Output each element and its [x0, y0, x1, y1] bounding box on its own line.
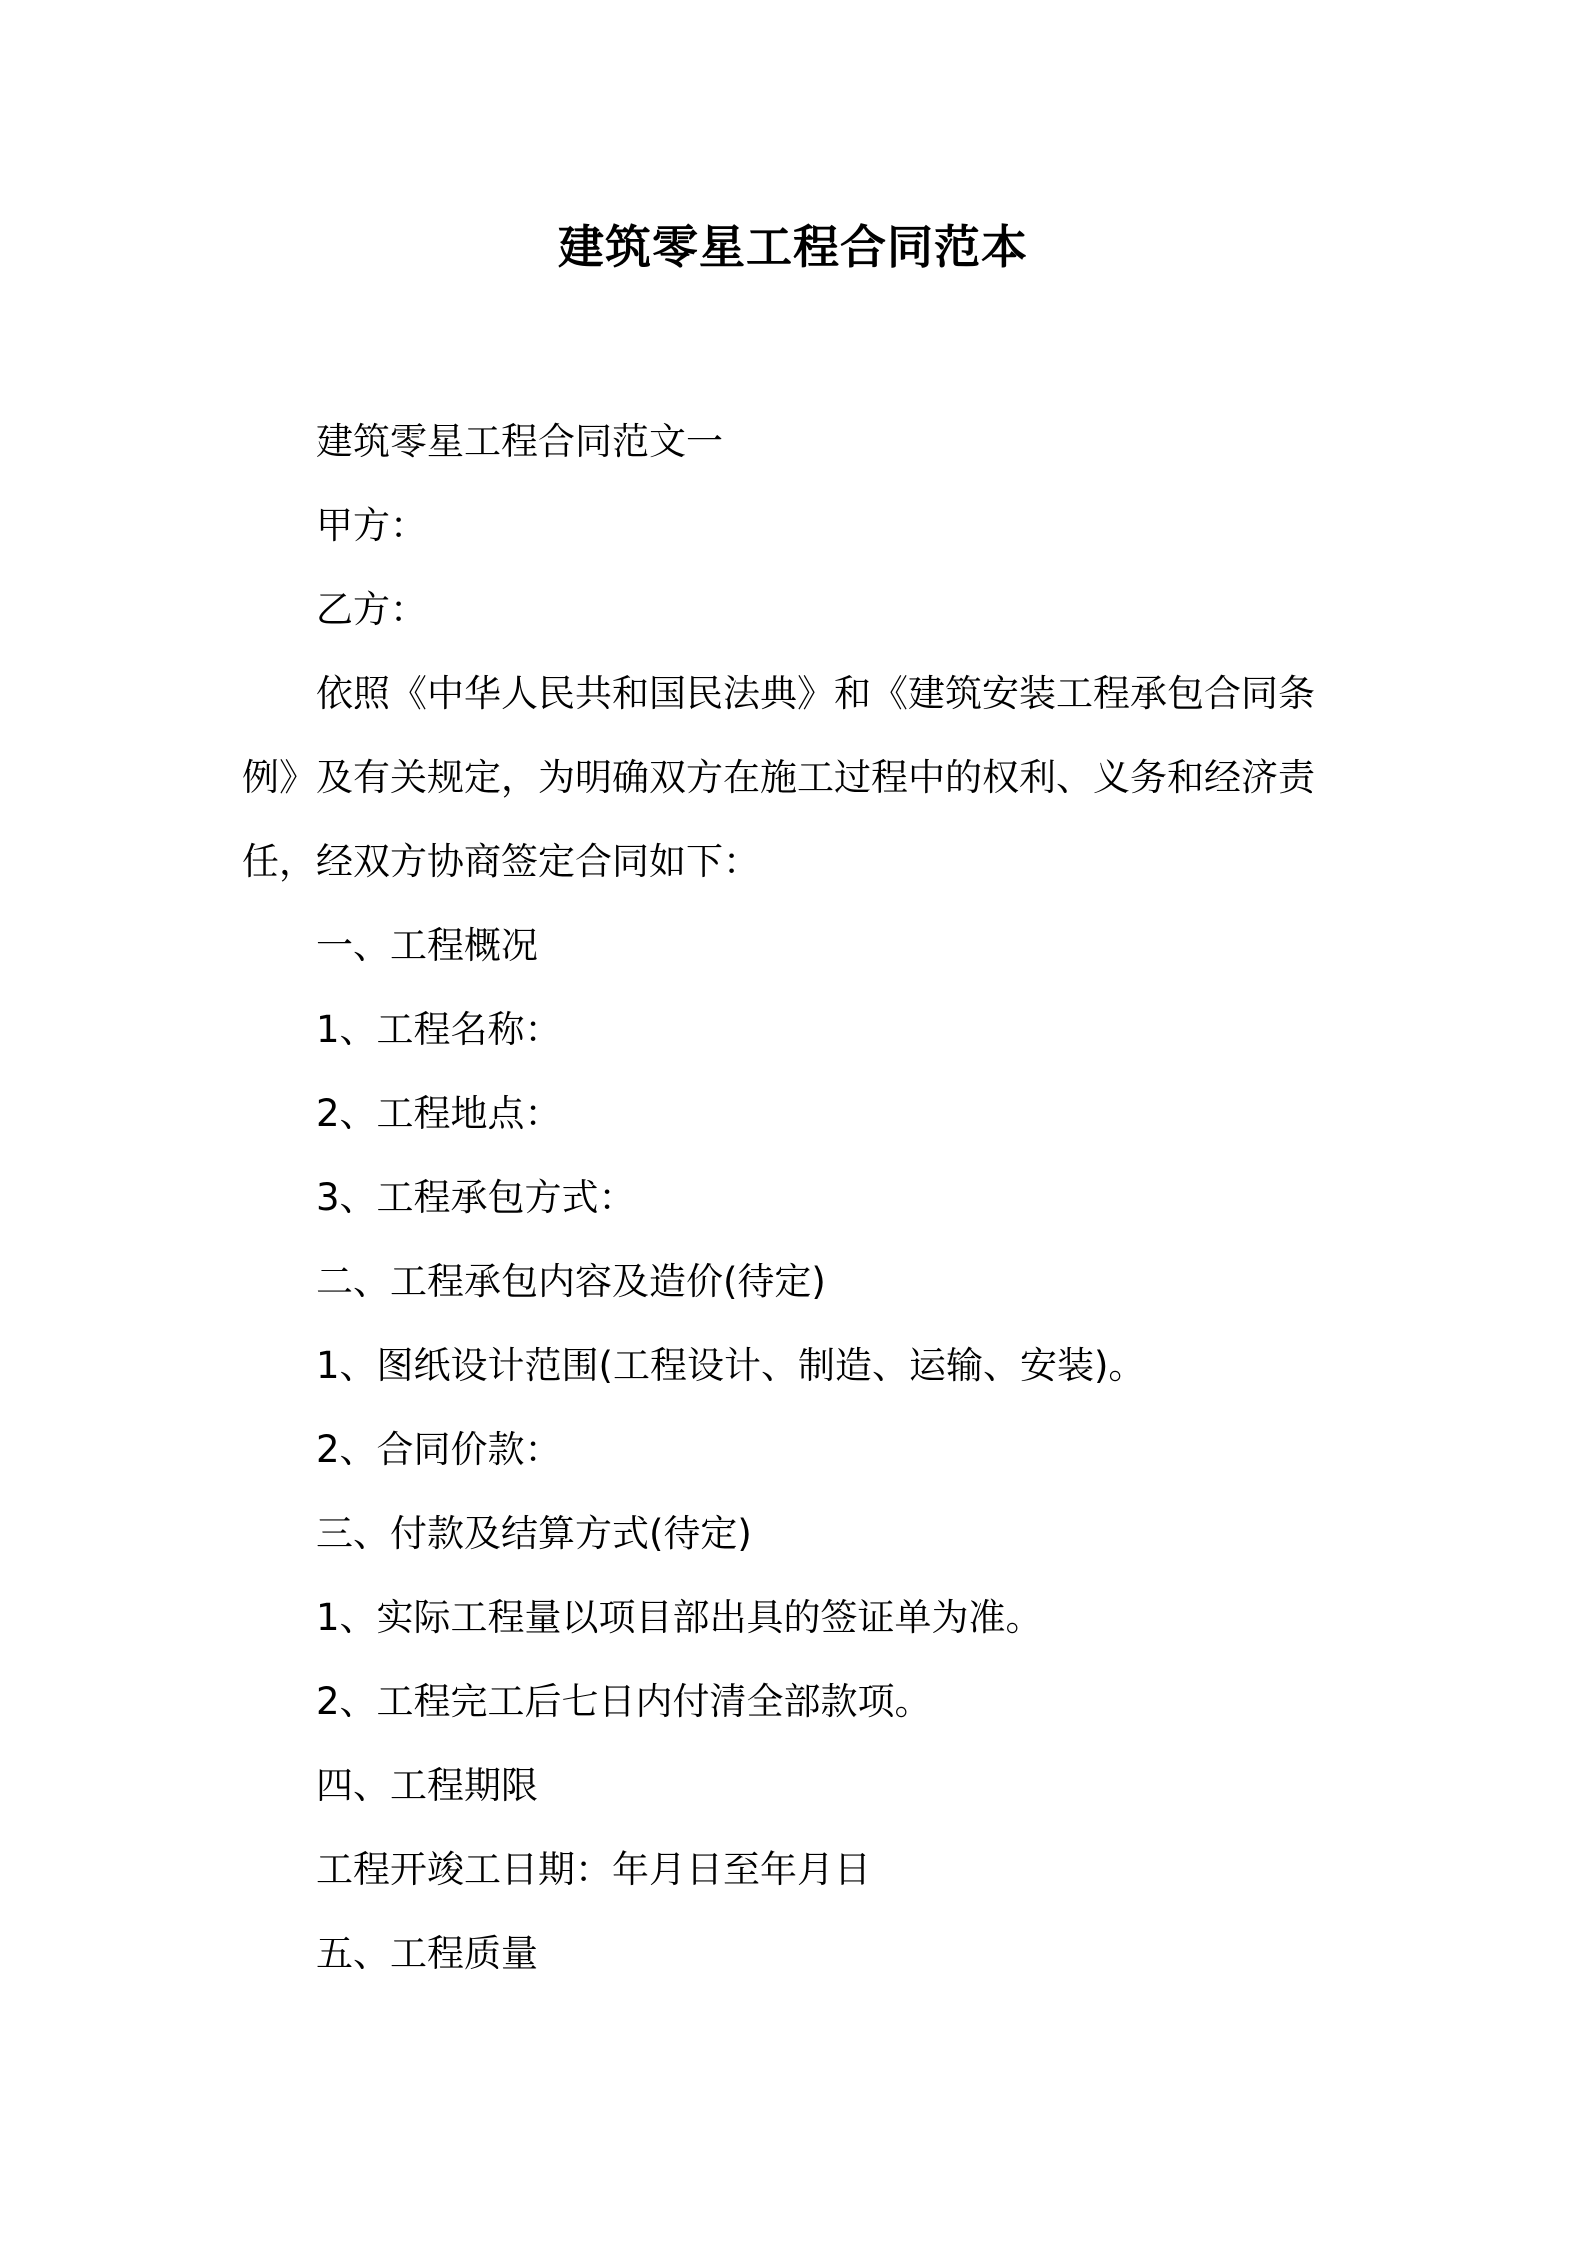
section-heading-quality: 五、工程质量: [316, 1932, 538, 1975]
section-heading-payment: 三、付款及结算方式(待定): [316, 1512, 752, 1555]
section-heading-scope-price: 二、工程承包内容及造价(待定): [316, 1260, 826, 1303]
paragraph-sample-heading: 建筑零星工程合同范文一: [316, 420, 723, 463]
paragraph-payment-basis: 1、实际工程量以项目部出具的签证单为准。: [316, 1596, 1043, 1639]
document-title: 建筑零星工程合同范本: [558, 220, 1028, 274]
section-heading-period: 四、工程期限: [316, 1764, 538, 1807]
section-heading-overview: 一、工程概况: [316, 924, 538, 967]
paragraph-payment-deadline: 2、工程完工后七日内付清全部款项。: [316, 1680, 932, 1723]
paragraph-period-dates: 工程开竣工日期：年月日至年月日: [316, 1848, 871, 1891]
paragraph-design-scope: 1、图纸设计范围(工程设计、制造、运输、安装)。: [316, 1344, 1146, 1387]
paragraph-project-name: 1、工程名称：: [316, 1008, 562, 1051]
paragraph-preamble: 依照《中华人民共和国民法典》和《建筑安装工程承包合同条例》及有关规定，为明确双方在施工过程中的权利、义务和经济责任，经双方协商签定合同如下：: [242, 672, 1315, 883]
paragraph-contract-mode: 3、工程承包方式：: [316, 1176, 636, 1219]
paragraph-project-location: 2、工程地点：: [316, 1092, 562, 1135]
paragraph-party-a: 甲方：: [316, 504, 427, 547]
document-body: [242, 400, 1352, 1996]
paragraph-contract-price: 2、合同价款：: [316, 1428, 562, 1471]
paragraph-party-b: 乙方：: [316, 588, 427, 631]
